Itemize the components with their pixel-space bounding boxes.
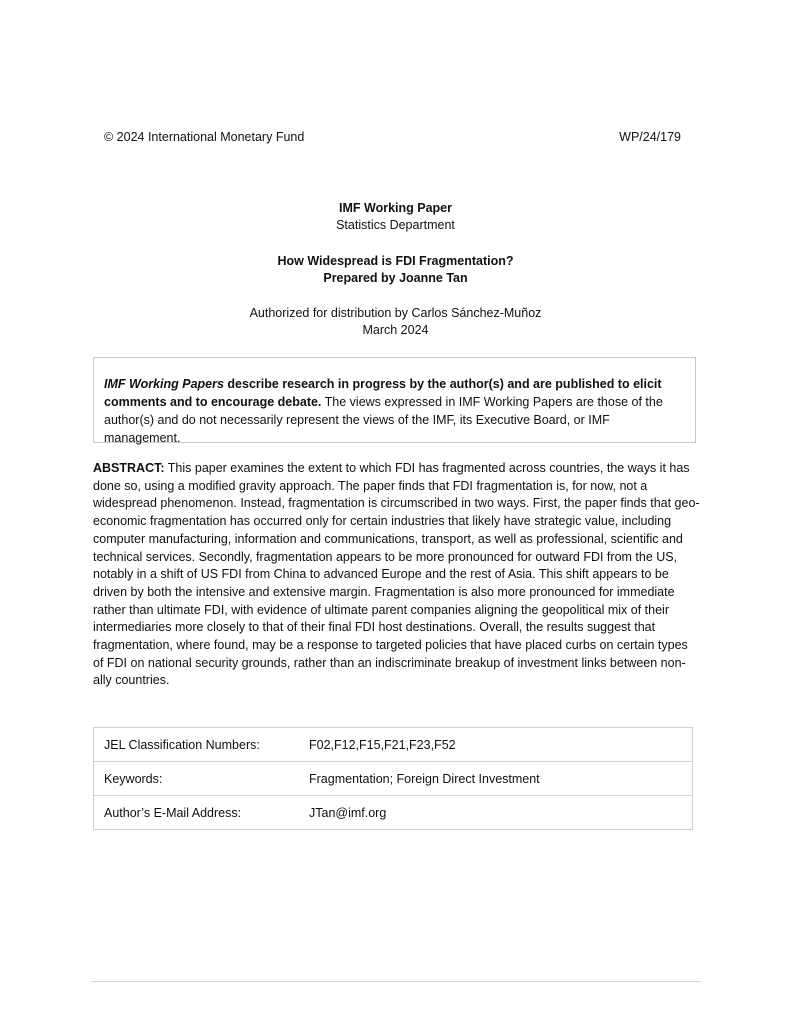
paper-date: March 2024 xyxy=(362,323,429,337)
disclaimer-series-name: IMF Working Papers xyxy=(104,377,224,391)
copyright-notice: © 2024 International Monetary Fund xyxy=(104,130,305,144)
title-block xyxy=(0,253,791,287)
series-title: IMF Working Paper xyxy=(339,201,452,215)
abstract xyxy=(93,460,701,690)
disclaimer-bold-text: describe research in progress by the author(s) and are published to elicit comments and to encourage debate. xyxy=(104,377,662,409)
jel-value: F02,F12,F15,F21,F23,F52 xyxy=(299,728,693,762)
disclaimer-text: The views expressed in IMF Working Papers are those of the author(s) and do not necessarily represent the views of the IMF, its Executive Board, or IMF management. xyxy=(104,395,663,445)
authorization-block xyxy=(0,305,791,339)
authorized-by: Authorized for distribution by Carlos Sánchez-Muñoz xyxy=(249,306,542,320)
table-row xyxy=(94,762,693,796)
email-value: JTan@imf.org xyxy=(299,796,693,830)
disclaimer-box xyxy=(93,357,696,443)
email-label: Author’s E-Mail Address: xyxy=(94,796,300,830)
abstract-text: This paper examines the extent to which FDI has fragmented across countries, the ways it has done so, using a modified gravity approach. The paper finds that FDI fragmentation is, for now, not a widespread phenomenon. Instead, fragmentation is circumscribed in two ways. First, the paper finds that geo-economic fragmentation has occurred only for certain industries that likely have strategic value, including computer manufacturing, information and communications, transport, as well as professional, scientific and technical services. Secondly, fragmentation appears to be more pronounced for outward FDI from the US, notably in a shift of US FDI from China to advanced Europe and the rest of Asia. This shift appears to be driven by both the intensive and extensive margin. Fragmentation is also more pronounced for immediate rather than ultimate FDI, with evidence of ultimate parent companies aligning the geopolitical mix of their intermediaries more closely to that of their final FDI host destinations. Overall, the results suggest that fragmentation, where found, may be a response to targeted policies that have placed curbs on certain types of FDI on national security grounds, rather than an indiscriminate breakup of investment links between non-ally countries. xyxy=(93,461,700,688)
footer-divider xyxy=(91,981,701,982)
series-block xyxy=(0,200,791,234)
abstract-label: ABSTRACT: xyxy=(93,461,165,475)
jel-label: JEL Classification Numbers: xyxy=(94,728,300,762)
info-table xyxy=(93,727,693,830)
keywords-label: Keywords: xyxy=(94,762,300,796)
prepared-by: Prepared by Joanne Tan xyxy=(323,271,468,285)
table-row xyxy=(94,728,693,762)
table-row xyxy=(94,796,693,830)
department: Statistics Department xyxy=(336,218,455,232)
paper-number: WP/24/179 xyxy=(619,130,681,144)
paper-title: How Widespread is FDI Fragmentation? xyxy=(277,254,514,268)
keywords-value: Fragmentation; Foreign Direct Investment xyxy=(299,762,693,796)
